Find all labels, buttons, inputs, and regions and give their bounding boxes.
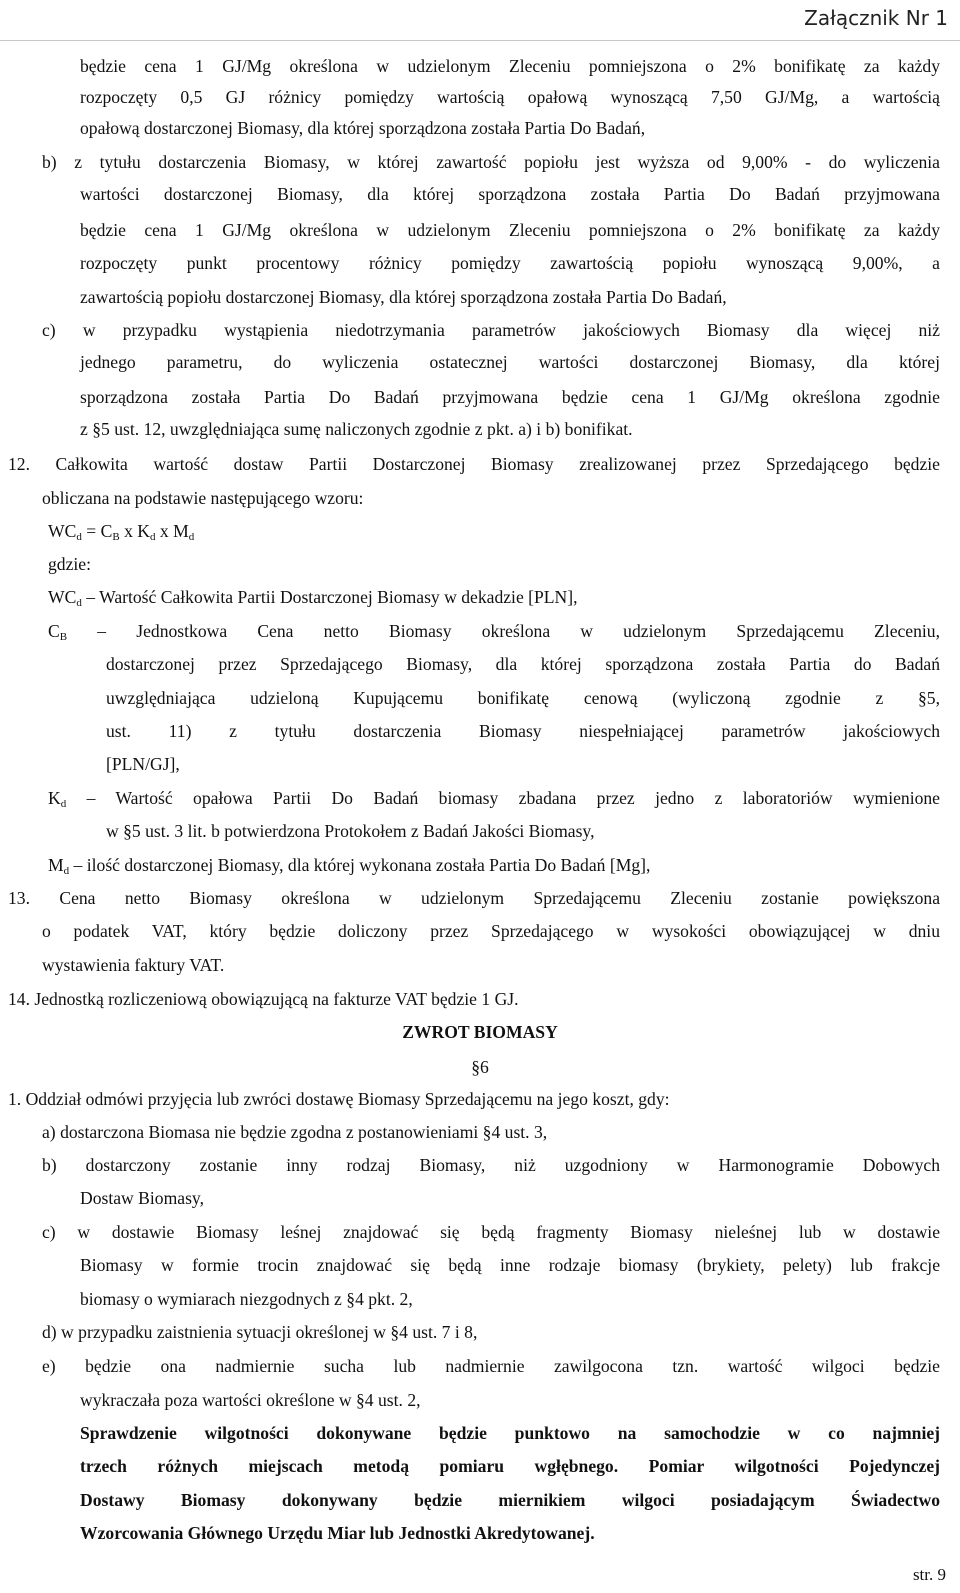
text-line: [PLN/GJ], — [106, 754, 180, 774]
text-line: z §5 ust. 12, uwzględniająca sumę naliczonych zgodnie z pkt. a) i b) bonifikat. — [80, 419, 633, 439]
page-number: str. 9 — [912, 1565, 946, 1584]
list-item: b) dostarczony zostanie inny rodzaj Biomasy, niż uzgodniony w Harmonogramie Dobowych — [42, 1155, 940, 1175]
text-line: opałową dostarczonej Biomasy, dla której sporządzona została Partia Do Badań, — [80, 118, 646, 138]
text-line: Biomasy w formie trocin znajdować się będą inne rodzaje biomasy (brykiety, pelety) lub frakcje — [80, 1255, 940, 1275]
list-item: a) dostarczona Biomasa nie będzie zgodna z postanowieniami §4 ust. 3, — [42, 1122, 548, 1142]
text-line: wartości dostarczonej Biomasy, dla której sporządzona została Partia Do Badań przyjmowana — [80, 184, 940, 204]
definition-wc: $WC_d$ – Wartość Całkowita Partii Dostarczonej Biomasy w dekadzie [PLN], — [48, 587, 578, 609]
header-title: Załącznik Nr 1 — [804, 6, 948, 30]
text-line: gdzie: — [48, 554, 91, 574]
text-line: o podatek VAT, który będzie doliczony przez Sprzedającego w wysokości obowiązującej w dniu — [42, 921, 940, 941]
definition-c: $C_B$ – Jednostkowa Cena netto Biomasy określona w udzielonym Sprzedającemu Zleceniu, — [48, 621, 941, 643]
page-header — [0, 0, 960, 44]
section-number: §6 — [471, 1057, 489, 1077]
text-line: zawartością popiołu dostarczonej Biomasy, dla której sporządzona została Partia Do Badań, — [80, 287, 727, 307]
formula: $WC_d = C_B$ x $K_d$ x $M_d$ — [48, 521, 195, 543]
section-title: ZWROT BIOMASY — [402, 1022, 558, 1042]
text-line: b) z tytułu dostarczenia Biomasy, w której zawartość popiołu jest wyższa od 9,00% - do wyliczenia — [42, 152, 940, 172]
bold-text-line: Sprawdzenie wilgotności dokonywane będzie punktowo na samochodzie w co najmniej — [80, 1423, 940, 1443]
list-item: e) będzie ona nadmiernie sucha lub nadmiernie zawilgocona tzn. wartość wilgoci będzie — [42, 1356, 940, 1376]
text-line: rozpoczęty punkt procentowy różnicy pomiędzy zawartością popiołu wynoszącą 9,00%, a — [80, 253, 940, 273]
list-item: c) w dostawie Biomasy leśnej znajdować się będą fragmenty Biomasy nieleśnej lub w dostawie — [42, 1222, 940, 1242]
text-line: będzie cena 1 GJ/Mg określona w udzielonym Zleceniu pomniejszona o 2% bonifikatę za każdy — [80, 56, 940, 76]
text-line: wystawienia faktury VAT. — [42, 955, 225, 975]
definition-k: $K_d$ – Wartość opałowa Partii Do Badań biomasy zbadana przez jedno z laboratoriów wymienione — [48, 788, 940, 810]
bold-text-line: Dostawy Biomasy dokonywany będzie miernikiem wilgoci posiadającym Świadectwo — [80, 1490, 940, 1510]
definition-m: $M_d$ – ilość dostarczonej Biomasy, dla której wykonana została Partia Do Badań [Mg], — [48, 855, 651, 877]
text-line: będzie cena 1 GJ/Mg określona w udzielonym Zleceniu pomniejszona o 2% bonifikatę za każdy — [80, 220, 940, 240]
bold-text-line: trzech różnych miejscach metodą pomiaru wgłębnego. Pomiar wilgotności Pojedynczej — [80, 1456, 940, 1476]
text-line: wykraczała poza wartości określone w §4 ust. 2, — [80, 1390, 421, 1410]
text-line: jednego parametru, do wyliczenia ostatecznej wartości dostarczonej Biomasy, dla której — [80, 352, 940, 372]
text-line: uwzględniająca udzieloną Kupującemu bonifikatę cenową (wyliczoną zgodnie z §5, — [106, 688, 940, 708]
text-line: sporządzona została Partia Do Badań przyjmowana będzie cena 1 GJ/Mg określona zgodnie — [80, 387, 940, 407]
bold-text-line: Wzorcowania Głównego Urzędu Miar lub Jednostki Akredytowanej. — [80, 1523, 595, 1543]
text-line: obliczana na podstawie następującego wzoru: — [42, 488, 364, 508]
text-line: biomasy o wymiarach niezgodnych z §4 pkt. 2, — [80, 1289, 413, 1309]
text-line: w §5 ust. 3 lit. b potwierdzona Protokołem z Badań Jakości Biomasy, — [106, 821, 595, 841]
text-line: dostarczonej przez Sprzedającego Biomasy, dla której sporządzona została Partia do Badań — [106, 654, 940, 674]
list-item: d) w przypadku zaistnienia sytuacji określonej w §4 ust. 7 i 8, — [42, 1322, 478, 1342]
text-line: 13. Cena netto Biomasy określona w udzielonym Sprzedającemu Zleceniu zostanie powiększona — [8, 888, 940, 908]
text-line: 1. Oddział odmówi przyjęcia lub zwróci dostawę Biomasy Sprzedającemu na jego koszt, gdy: — [8, 1089, 670, 1109]
text-line: 14. Jednostką rozliczeniową obowiązującą na fakturze VAT będzie 1 GJ. — [8, 989, 519, 1009]
text-line: rozpoczęty 0,5 GJ różnicy pomiędzy wartością opałową wynoszącą 7,50 GJ/Mg, a wartością — [80, 87, 940, 107]
header-divider — [0, 40, 960, 41]
text-line: 12. Całkowita wartość dostaw Partii Dostarczonej Biomasy zrealizowanej przez Sprzedającego będzie — [8, 454, 940, 474]
text-line: c) w przypadku wystąpienia niedotrzymania parametrów jakościowych Biomasy dla więcej niż — [42, 320, 940, 340]
text-line: Dostaw Biomasy, — [80, 1188, 204, 1208]
text-line: ust. 11) z tytułu dostarczenia Biomasy niespełniającej parametrów jakościowych — [106, 721, 940, 741]
